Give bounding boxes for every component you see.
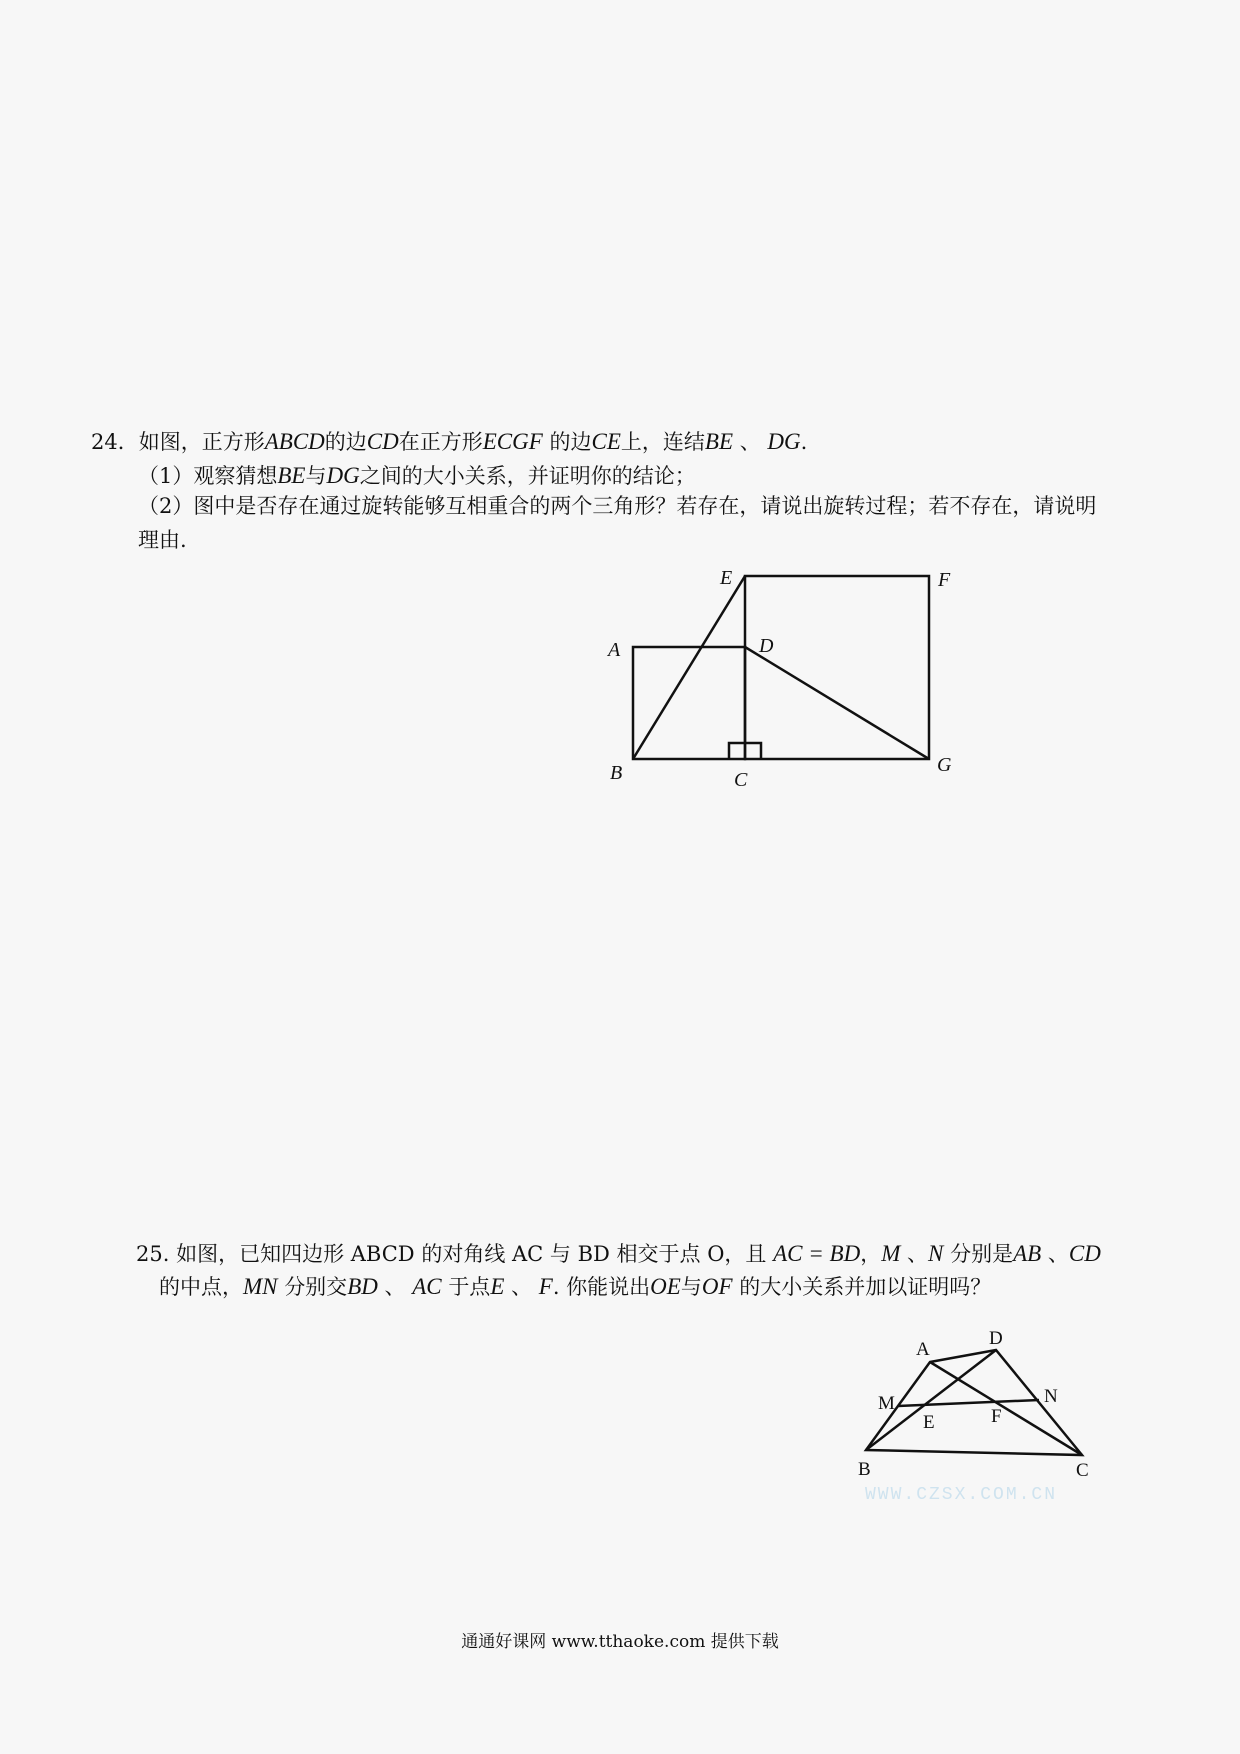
label-f: F — [938, 569, 951, 591]
label-d: D — [989, 1328, 1003, 1349]
label-a: A — [608, 639, 621, 661]
q24-part2: （2）图中是否存在通过旋转能够互相重合的两个三角形？若存在，请说出旋转过程；若不存在，请说明 — [138, 494, 1097, 518]
q25-line1: 25. 如图，已知四边形 ABCD 的对角线 AC 与 BD 相交于点 O，且 AC = BD，M 、N 分别是AB 、CD — [136, 1241, 1101, 1266]
label-d: D — [759, 635, 774, 657]
figure-24 — [600, 560, 960, 800]
label-n: N — [1044, 1386, 1058, 1407]
label-a: A — [916, 1339, 930, 1360]
segment-be — [633, 576, 745, 759]
q24-part1: （1）观察猜想BE与DG之间的大小关系，并证明你的结论； — [138, 463, 696, 488]
q24-stem: 24．如图，正方形ABCD的边CD在正方形ECGF 的边CE上，连结BE 、 DG. — [91, 429, 808, 454]
label-b: B — [610, 762, 623, 784]
label-g: G — [937, 754, 952, 776]
q24-part2-cont: 理由. — [138, 528, 187, 552]
label-c: C — [1076, 1460, 1089, 1481]
label-m: M — [878, 1393, 895, 1414]
segment-mn — [898, 1400, 1039, 1406]
watermark: WWW.CZSX.COM.CN — [865, 1485, 1058, 1505]
label-b: B — [858, 1459, 871, 1480]
diagonal-ac — [930, 1362, 1082, 1455]
square-ecgf — [745, 576, 929, 759]
segment-dg — [745, 647, 929, 759]
footer: 通通好课网 www.tthaoke.com 提供下载 — [461, 1632, 779, 1652]
label-c: C — [734, 769, 748, 791]
q25-line2: 的中点，MN 分别交BD 、 AC 于点E 、 F. 你能说出OE与OF 的大小关系并加以证明吗？ — [159, 1274, 992, 1299]
figure-25 — [850, 1320, 1110, 1510]
label-f: F — [991, 1406, 1002, 1427]
label-e: E — [923, 1412, 935, 1433]
label-e: E — [720, 567, 733, 589]
